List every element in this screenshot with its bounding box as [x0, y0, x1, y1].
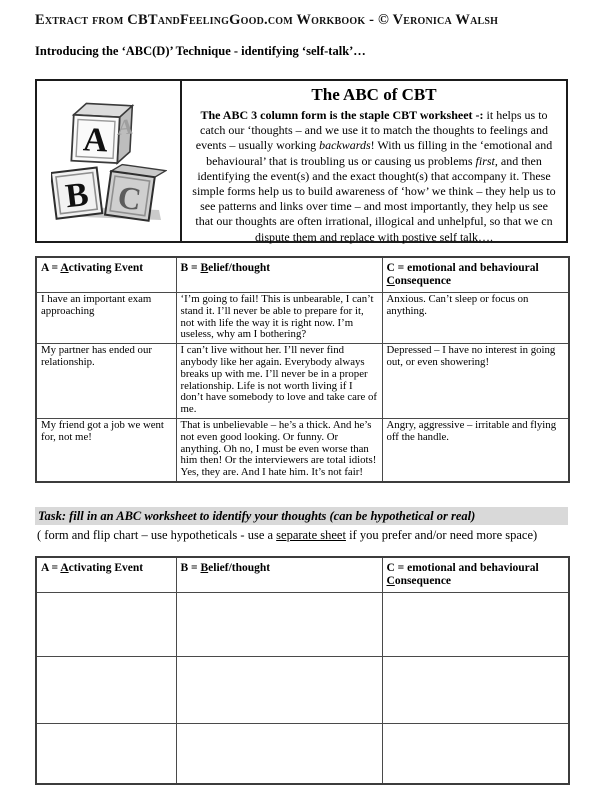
header-text-underlined: B [200, 561, 209, 574]
blank-cell [176, 723, 382, 784]
task-note-text: if you prefer and/or need more space) [345, 527, 538, 542]
intro-segment: backwards [319, 138, 371, 153]
header-belief-thought [176, 557, 382, 593]
intro-box [35, 79, 568, 243]
blank-row [36, 656, 569, 723]
table-row [36, 293, 569, 344]
blank-row [36, 592, 569, 656]
consequence-cell: Anxious. Can’t sleep or focus on anything. [382, 293, 569, 344]
blank-cell [382, 592, 569, 656]
blank-cell [176, 592, 382, 656]
blank-cell [382, 656, 569, 723]
table-row [36, 418, 569, 481]
example-header-row [36, 257, 569, 293]
intro-segment: ! With us filling in the ‘emotional and behavioural’ that is troubling us or causing us problems [206, 138, 553, 168]
activating-event-cell: My friend got a job we went for, not me! [36, 418, 176, 481]
abc-blocks-image [37, 81, 182, 241]
blank-cell [176, 656, 382, 723]
header-text: elief/thought [208, 561, 271, 574]
abc-example-table [35, 256, 570, 483]
table-row [36, 344, 569, 419]
header-text-underlined: A [60, 262, 69, 274]
svg-text:A: A [116, 113, 134, 140]
header-text-underlined: A [60, 561, 69, 574]
task-note-underlined: separate sheet [276, 527, 346, 542]
belief-thought-cell: I can’t live without her. I’ll never find anybody like her again. Everybody always breaks up with me. I’ll never be in a proper relationship. Life is not worth living if I don’t have somebody to love and take care of me. [176, 344, 382, 419]
intro-title: The ABC of CBT [311, 85, 437, 104]
svg-text:B: B [62, 175, 90, 216]
svg-text:A: A [81, 121, 109, 160]
intro-segment: first [475, 153, 495, 168]
intro-segment: The ABC 3 column form is the staple CBT worksheet -: [200, 108, 484, 122]
header-consequence [382, 257, 569, 293]
header-text: onsequence [394, 275, 452, 287]
intro-text [182, 81, 566, 244]
header-text: ctivating Event [68, 561, 144, 574]
header-text: B = [180, 561, 201, 574]
blank-cell [36, 592, 176, 656]
header-text-underlined: B [200, 262, 209, 274]
activating-event-cell: My partner has ended our relationship. [36, 344, 176, 419]
task-note [35, 527, 568, 543]
header-text-underlined: C [386, 574, 395, 587]
blank-cell [36, 723, 176, 784]
blank-header-row [36, 557, 569, 593]
abc-blank-table [35, 556, 570, 785]
task-instruction: Task: fill in an ABC worksheet to identify your thoughts (can be hypothetical or real) [35, 507, 568, 525]
header-text: onsequence [394, 574, 452, 587]
header-text: ctivating Event [68, 262, 144, 274]
blank-cell [382, 723, 569, 784]
header-text: C = emotional and behavioural [386, 561, 539, 574]
header-belief-thought [176, 257, 382, 293]
header-text: A = [41, 262, 61, 274]
blank-row [36, 723, 569, 784]
header-text: B = [180, 262, 201, 274]
consequence-cell: Angry, aggressive – irritable and flying off the handle. [382, 418, 569, 481]
document-title: Extract from CBTandFeelingGood.com Workbook - © Veronica Walsh [35, 12, 499, 28]
task-note-text: ( form and flip chart – use hypotheticals - use a [37, 527, 277, 542]
intro-segment: it helps us to catch our ‘thoughts – and we use it to match the thoughts to feelings and events – usually working [195, 108, 548, 153]
header-consequence [382, 557, 569, 593]
header-text-underlined: C [386, 275, 395, 287]
header-activating-event [36, 257, 176, 293]
header-text: elief/thought [208, 262, 271, 274]
activating-event-cell: I have an important exam approaching [36, 293, 176, 344]
intro-paragraph [192, 108, 556, 245]
intro-segment: , and then identifying the event(s) and the exact thought(s) that accompany it. These simple forms help us to build awareness of ‘how’ we think – they help us to see patterns and links over time – and most importantly, they help us see that our thoughts are often irrational, illogical and unhelpful, so that we cn dispute them and replace with postive self talk…. [192, 153, 556, 244]
blank-cell [36, 656, 176, 723]
document-subtitle: Introducing the ‘ABC(D)’ Technique - identifying ‘self-talk’… [35, 44, 366, 58]
svg-text:C: C [115, 178, 144, 218]
header-text: A = [41, 561, 61, 574]
belief-thought-cell: ‘I’m going to fail! This is unbearable, I can’t stand it. I’ll never be able to prepare for it, not with life the way it is right now. I’m useless, why am I bothering? [176, 293, 382, 344]
header-text: C = emotional and behavioural [386, 262, 539, 274]
belief-thought-cell: That is unbelievable – he’s a thick. And he’s not even good looking. Or funny. Or anything. Oh no, I must be even worse than him then! Or the interviewers are total idiots! Yes, they are. And I hate him. It’s not fair! [176, 418, 382, 481]
header-activating-event [36, 557, 176, 593]
consequence-cell: Depressed – I have no interest in going out, or even showering! [382, 344, 569, 419]
